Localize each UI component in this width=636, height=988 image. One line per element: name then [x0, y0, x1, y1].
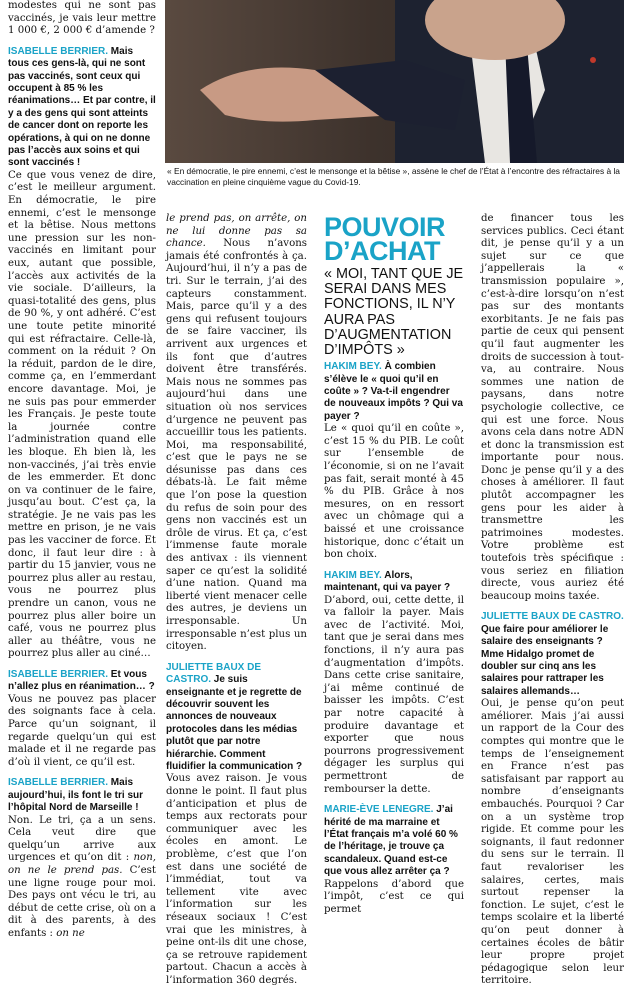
answer-text: Ce que vous venez de dire, c’est le meilleur argument. En démocratie, le pire ennemi, c’est le mensonge et la bêtise. Nous mettons une pression sur les non-vaccinés en limitant pour eux, autant que possible, l’accès aux activités de la vie sociale. D’ailleurs, la quasi-totalité des gens, plus de 90 %, y ont adhéré. C’est une toute petite minorité qui est réfractaire. Celle-là, comment on la réduit ? On la réduit, pardon de le dire, comme ça, en l’emmerdant encore davantage. Moi, je ne suis pas pour emmerder les Français. Je peste toute la journée contre l’administration quand elle les bloque. Eh bien là, les non-vaccinés, j’ai très envie de les emmerder. Et donc on va continuer de le faire, jusqu’au bout. C’est ça, la stratégie. Je ne vais pas les mettre en prison, je ne vais pas les vacciner de force. Et donc, il faut leur dire : à partir du 15 janvier, vous ne pourrez plus aller au restau, vous ne pourrez plus prendre un canon, vous ne pourrez plus aller boire un café, vous ne pourrez plus aller au théâtre, vous ne pourrez plus aller au ciné… — [8, 169, 156, 660]
question-block — [8, 46, 156, 170]
question-text: Alors, maintenant, qui va payer ? — [324, 569, 451, 594]
question-text: Je suis enseignante et je regrette de découvrir souvent les annonces de nouveaux protocoles dans les médias plutôt que par notre hiérarchie. Comment fluidifier la communication ? — [166, 674, 303, 773]
article-column-2 — [166, 213, 307, 986]
speaker-name: HAKIM BEY. — [324, 569, 382, 581]
speaker-name: JULIETTE BAUX DE CASTRO. — [481, 611, 624, 623]
article-column-3 — [324, 213, 464, 947]
question-block — [324, 570, 464, 595]
photo-caption: « En démocratie, le pire ennemi, c’est le mensonge et la bêtise », assène le chef de l’État à l’encontre des réfractaires à la vaccination en pleine cinquième vague du Covid-19. — [167, 166, 620, 187]
question-text: Et vous n’allez plus en réanimation… ? — [8, 669, 155, 693]
section-kicker: POUVOIR D’ACHAT — [324, 212, 446, 266]
speaker-name: ISABELLE BERRIER. — [8, 777, 109, 789]
speaker-name: ISABELLE BERRIER. — [8, 45, 109, 57]
question-block — [324, 804, 464, 878]
question-block — [8, 777, 156, 814]
question-block — [8, 669, 156, 694]
photo-image — [165, 0, 624, 163]
question-text: Mais aujourd’hui, ils font le tri sur l’hôpital Nord de Marseille ! — [8, 777, 144, 814]
speaker-name: JULIETTE BAUX DE CASTRO. — [166, 661, 262, 686]
answer-text: Vous avez raison. Je vous donne le point. Il faut plus d’anticipation et plus de temps aux rectorats pour communiquer avec les écoles en amont. Le problème, c’est que l’on est dans une société de l’immédiat, tout va tellement vite avec l’information sur les réseaux sociaux ! C’est vrai que les ministres, à peine ont-ils dit une chose, ça se retrouve rapidement partout. Chacun a accès à l’information 360 degrés. — [166, 773, 307, 986]
answer-text: Le « quoi qu’il en coûte », c’est 15 % du PIB. Le coût sur l’ensemble de l’économie, si on ne l’avait pas fait, serait monté à 45 % du PIB. Grâce à nos mesures, on en ressort avec un chômage qui a baissé et une croissance historique, donc c’était un bon choix. — [324, 423, 464, 561]
pull-quote: « MOI, TANT QUE JE SERAI DANS MES FONCTIONS, IL N’Y AURA PAS D’AUGMENTATION D’IMPÔTS » — [324, 266, 464, 359]
answer-text: Oui, je pense qu’on peut améliorer. Mais j’ai aussi un rapport de la Cour des comptes qui montre que le temps de l’enseignement en France n’est pas satisfaisant par rapport au nombre d’enseignants embauchés. Pourquoi ? Car on a un système trop rigide. Et comme pour les soignants, il faut redonner du sens sur le terrain. Il faut revaloriser les salaires, certes, mais surtout repenser la fonction. Le sujet, c’est le temps scolaire et la liberté qu’on peut donner à certaines écoles de bâtir leur propre projet pédagogique selon leur territoire. — [481, 698, 624, 987]
question-block — [481, 611, 624, 698]
speaker-name: MARIE-ÈVE LENEGRE. — [324, 804, 434, 816]
answer-text: de financer tous les services publics. Ceci étant dit, je pense qu’il y a un sujet sur ce que j’appellerais la « transmission populaire », c’est-à-dire lorsqu’on n’est pas sur des montants exorbitants. Je ne fais pas partie de ceux qui pensent qu’il faut augmenter les droits de succession à tout-va, au contraire. Nous sommes une nation de paysans, dans notre psychologie collective, ce qui est une force. Nous avons cela dans notre ADN et donc la transmission est importante pour nous. Donc je pense qu’il y a des choses à améliorer. Il faut plutôt accompagner les gens pour les aider à transmettre les patrimoines modestes. Votre problème est toutefois très spécifique : vous seriez en filiation directe, vous auriez été beaucoup moins taxée. — [481, 213, 624, 602]
answer-text: le prend pas, on arrête, on ne lui donne pas sa chance. Nous n’avons jamais été confrontés à ça. Aujourd’hui, il n’y a pas de tri. Sur le terrain, j’ai des capteurs constamment. Mais, parce qu’il y a des gens qui refusent toujours de se faire vacciner, ils arrivent aux urgences et ils font que d’autres doivent être transférés. Mais nous ne sommes pas aujourd’hui dans une situation où nos services d’urgence ne peuvent pas accueillir tous les patients. Moi, ma responsabilité, c’est que le pays ne se désunisse pas dans ces débats-là. Le fait même que l’on pose la question du refus de soin pour des gens non vaccinés est un drôle de virus. Et ça, c’est l’immense faute morale des antivax : ils viennent saper ce qu’est la solidité d’une nation. Quand ma liberté vient menacer celle des autres, je deviens un irresponsable. Un irresponsable n’est plus un citoyen. — [166, 213, 307, 653]
answer-text: Vous ne pouvez pas placer des soignants face à cela. Parce qu’un soignant, il regarde quelqu’un qui est malade et il ne regarde pas d’où il vient, ce qu’il est. — [8, 693, 156, 768]
article-column-4 — [481, 213, 624, 987]
speaker-name: ISABELLE BERRIER. — [8, 669, 109, 680]
paragraph: modestes qui ne sont pas vaccinés, je vais leur mettre 1 000 €, 2 000 € d’amende ? — [8, 0, 156, 37]
answer-text: Non. Le tri, ça a un sens. Cela veut dire que quelqu’un arrive aux urgences et qu’on dit : non, on ne le prend pas. C’est une ligne rouge pour moi. Des pays ont vécu le tri, au début de cette crise, où on a dit à des parents, à des enfants : on ne — [8, 814, 156, 939]
question-block — [324, 361, 464, 423]
answer-text: D’abord, oui, cette dette, il va falloir la payer. Mais avec de l’activité. Moi, tant que je serai dans mes fonctions, il n’y aura pas d’augmentation d’impôts. Dans cette crise sanitaire, j’ai même continué de baisser les impôts. C’est par notre capacité à produire davantage et exporter que nous pourrons progressivement dégager les surplus qui permettront de rembourser la dette. — [324, 594, 464, 795]
article-photo — [165, 0, 624, 163]
speaker-name: HAKIM BEY. — [324, 361, 382, 373]
article-column-1 — [8, 0, 156, 947]
question-block — [166, 662, 307, 774]
question-text: J’ai hérité de ma marraine et l’État français m’a volé 60 % de l’héritage, je trouve ça scandaleux. Quand est-ce que vous allez arrêter ça ? — [324, 804, 458, 878]
answer-text: Rappelons d’abord que l’impôt, c’est ce qui permet — [324, 878, 464, 915]
question-text: Que faire pour améliorer le salaire des enseignants ? Mme Hidalgo promet de doubler sur cinq ans les salaires pour rattraper les salaires allemands… — [481, 623, 609, 697]
question-text: Mais tous ces gens-là, qui ne sont pas vaccinés, sont ceux qui occupent à 85 % les réanimations… Et par contre, il y a des gens qui sont atteints de cancer dont on reporte les opérations, à qui on ne donne pas l’accès aux soins et qui sont vaccinés ! — [8, 45, 156, 169]
question-text: À combien s’élève le « quoi qu’il en coûte » ? Va-t-il engendrer de nouveaux impôts ? Qui va payer ? — [324, 361, 463, 422]
